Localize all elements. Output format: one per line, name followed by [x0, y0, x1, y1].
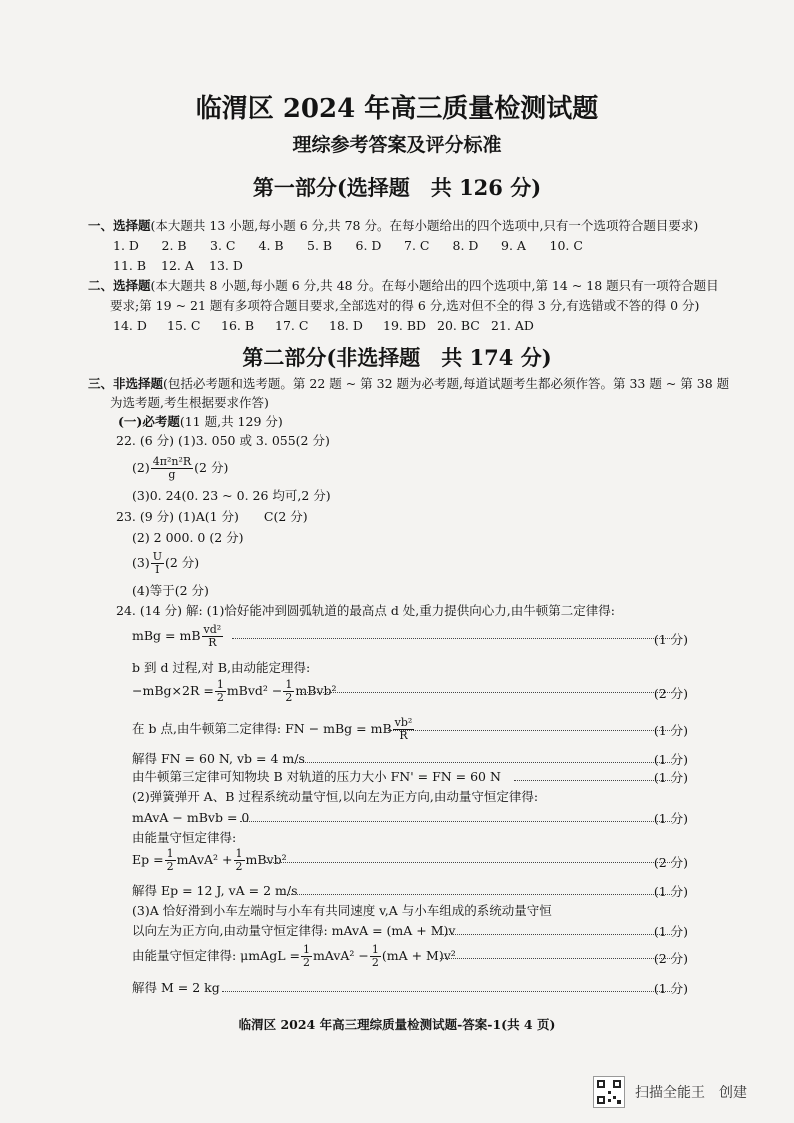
score-mark: (1 分)	[653, 752, 688, 767]
q22-line1: 22. (6 分) (1)3. 050 或 3. 055(2 分)	[116, 433, 330, 448]
score-mark: (1 分)	[653, 981, 688, 996]
answer-item: 19. BD	[383, 318, 427, 333]
watermark-text: 扫描全能王 创建	[635, 1085, 747, 1101]
q24-part3b: 以向左为正方向,由动量守恒定律得: mAvA = (mA + M)v	[132, 923, 456, 938]
half-fraction: $\frac{1}{2}$	[166, 847, 174, 873]
score-mark: (2 分)	[653, 951, 688, 966]
section2-intro-cont: 要求;第 19 ~ 21 题有多项符合题目要求,全部选对的得 6 分,选对但不全的得 3 分,有选错或不答的得 0 分)	[110, 298, 700, 313]
q22-line2: (2) $\frac{\text{4π²n²R}}{g}$ (2 分)	[132, 455, 229, 481]
page-subtitle: 理综参考答案及评分标准	[292, 134, 502, 156]
q24-eq5: Ep = $\frac{1}{2}$ mAvA² + $\frac{1}{2}$ mBvb²	[132, 847, 287, 873]
answer-item: 11. B	[113, 258, 147, 273]
q24-intro: 24. (14 分) 解: (1)恰好能冲到圆弧轨道的最高点 d 处,重力提供向心力,由牛顿第二定律得:	[116, 603, 615, 618]
score-mark: (2 分)	[653, 686, 688, 701]
q24-eq1-fraction: $\frac{\text{vd²}}{R}$	[203, 623, 222, 649]
q24-solution1: 解得 FN = 60 N, vb = 4 m/s	[132, 751, 305, 766]
q24-solution2: 解得 Ep = 12 J, vA = 2 m/s	[132, 883, 298, 898]
half-fraction: $\frac{1}{2}$	[285, 678, 293, 704]
score-mark: (1 分)	[653, 924, 688, 939]
section3-intro-cont: 为选考题,考生根据要求作答)	[110, 395, 269, 410]
q22-fraction: $\frac{\text{4π²n²R}}{g}$	[152, 455, 192, 481]
q24-part3a: (3)A 恰好滑到小车左端时与小车有共同速度 v,A 与小车组成的系统动量守恒	[132, 903, 552, 918]
answer-item: 5. B	[307, 238, 333, 253]
score-mark: (1 分)	[653, 884, 688, 899]
q23-fraction: $\frac{U}{I}$	[152, 550, 162, 576]
q24-line-bd: b 到 d 过程,对 B,由动能定理得:	[132, 660, 311, 675]
dot-leader	[440, 958, 672, 959]
answer-item: 14. D	[113, 318, 147, 333]
page-title: 临渭区 2024 年高三质量检测试题	[195, 94, 599, 124]
answer-item: 18. D	[329, 318, 363, 333]
answer-item: 2. B	[161, 238, 187, 253]
answer-item: 12. A	[161, 258, 194, 273]
half-fraction: $\frac{1}{2}$	[235, 847, 243, 873]
dot-leader	[300, 692, 672, 693]
dot-leader	[282, 894, 672, 895]
q24-eq6: 由能量守恒定律得: μmAgL = $\frac{1}{2}$ mAvA² − $\frac{1}{2}$ (mA + M)v²	[132, 943, 456, 969]
answer-item: 15. C	[167, 318, 201, 333]
answer-item: 10. C	[549, 238, 583, 253]
score-mark: (1 分)	[653, 770, 688, 785]
dot-leader	[514, 780, 672, 781]
answer-item: 4. B	[258, 238, 284, 253]
answer-item: 13. D	[209, 258, 243, 273]
qr-code-icon	[593, 1076, 625, 1108]
q23-line4: (4)等于(2 分)	[132, 583, 209, 598]
required-heading: (一)必考题(11 题,共 129 分)	[118, 414, 283, 429]
half-fraction: $\frac{1}{2}$	[302, 943, 310, 969]
part2-heading: 第二部分(非选择题 共 174 分)	[242, 345, 552, 370]
score-mark: (1 分)	[653, 632, 688, 647]
answer-item: 17. C	[275, 318, 309, 333]
dot-leader	[240, 821, 672, 822]
dot-leader	[292, 762, 672, 763]
q22-line3: (3)0. 24(0. 23 ~ 0. 26 均可,2 分)	[132, 488, 331, 503]
half-fraction: $\frac{1}{2}$	[216, 678, 224, 704]
answer-item: 1. D	[113, 238, 139, 253]
dot-leader	[266, 862, 672, 863]
score-mark: (2 分)	[653, 855, 688, 870]
scanner-watermark	[593, 1076, 763, 1106]
answer-item: 9. A	[501, 238, 526, 253]
q24-part2: (2)弹簧弹开 A、B 过程系统动量守恒,以向左为正方向,由动量守恒定律得:	[132, 789, 539, 804]
q24-eq3-fraction: $\frac{\text{vb²}}{R}$	[394, 716, 413, 742]
answer-item: 3. C	[210, 238, 236, 253]
answer-item: 6. D	[355, 238, 382, 253]
answer-item: 21. AD	[491, 318, 534, 333]
answer-item: 8. D	[452, 238, 479, 253]
q23-line3: (3) $\frac{U}{I}$ (2 分)	[132, 550, 200, 576]
part1-heading: 第一部分(选择题 共 126 分)	[252, 175, 542, 200]
dot-leader	[232, 638, 672, 639]
q24-eq3: 在 b 点,由牛顿第二定律得: FN − mBg = mB $\frac{\text{vb²}}{R}$	[132, 716, 413, 742]
answer-item: 7. C	[404, 238, 430, 253]
section2-intro: 二、选择题(本大题共 8 小题,每小题 6 分,共 48 分。在每小题给出的四个选项中,第 14 ~ 18 题只有一项符合题目	[88, 278, 719, 293]
half-fraction: $\frac{1}{2}$	[371, 943, 379, 969]
dot-leader	[222, 991, 672, 992]
q23-line1: 23. (9 分) (1)A(1 分) C(2 分)	[116, 509, 308, 524]
dot-leader	[432, 934, 672, 935]
q24-eq4: mAvA − mBvb = 0	[132, 810, 250, 825]
answer-item: 16. B	[221, 318, 255, 333]
page-footer: 临渭区 2024 年高三理综质量检测试题-答案-1(共 4 页)	[238, 1017, 556, 1032]
score-mark: (1 分)	[653, 811, 688, 826]
q24-eq2: −mBg×2R = $\frac{1}{2}$ mBvd² − $\frac{1}{2}$ mBvb²	[132, 678, 337, 704]
dot-leader	[388, 730, 672, 731]
q24-energy-label: 由能量守恒定律得:	[132, 830, 237, 845]
q24-eq1: mBg = mB $\frac{\text{vd²}}{R}$	[132, 623, 222, 649]
q24-solution3: 解得 M = 2 kg	[132, 980, 220, 995]
score-mark: (1 分)	[653, 723, 688, 738]
section1-intro: 一、选择题(本大题共 13 小题,每小题 6 分,共 78 分。在每小题给出的四个选项中,只有一个选项符合题目要求)	[88, 218, 699, 233]
q24-newton3: 由牛顿第三定律可知物块 B 对轨道的压力大小 FN' = FN = 60 N	[132, 769, 501, 784]
section3-intro: 三、非选择题(包括必考题和选考题。第 22 题 ~ 第 32 题为必考题,每道试题考生都必须作答。第 33 题 ~ 第 38 题	[88, 376, 730, 391]
q23-line2: (2) 2 000. 0 (2 分)	[132, 530, 244, 545]
answer-item: 20. BC	[437, 318, 480, 333]
